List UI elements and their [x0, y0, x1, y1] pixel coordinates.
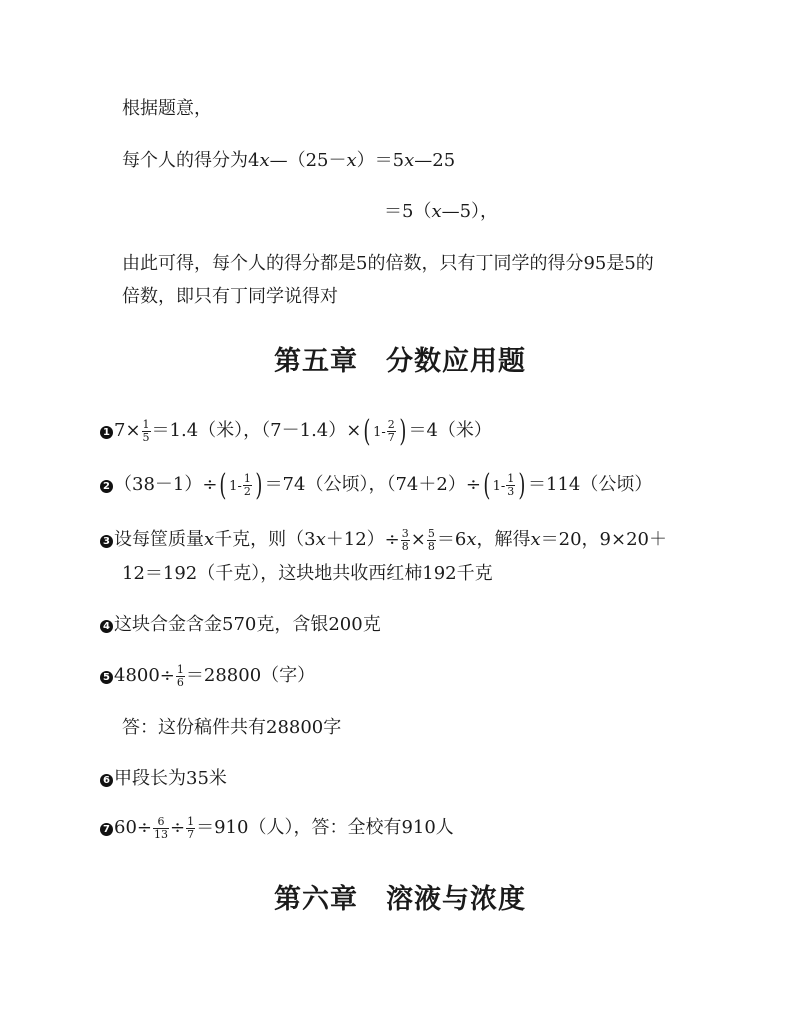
left-paren: ( — [483, 468, 491, 503]
equation-text: × — [410, 529, 426, 550]
item-number-badge: 2 — [100, 480, 113, 493]
equation-text: ＝5（ — [384, 201, 432, 222]
fraction — [387, 419, 396, 444]
answer-item-3 — [100, 527, 667, 553]
denominator: 7 — [187, 827, 195, 841]
chapter-title: 溶液与浓度 — [386, 884, 526, 915]
fraction — [153, 816, 169, 841]
equation-text: ＝6 — [436, 529, 467, 550]
denominator: 8 — [427, 539, 435, 553]
equation-text: 设每筐质量 — [114, 529, 204, 550]
paren-content: 1- — [229, 479, 242, 494]
variable-x: x — [315, 529, 326, 550]
denominator: 3 — [507, 484, 515, 498]
chapter-5-heading — [0, 344, 800, 380]
paren-content: 1- — [373, 425, 386, 440]
equation-text: （38－1）÷ — [114, 474, 218, 495]
item-number-badge: 5 — [100, 671, 113, 684]
numerator: 1 — [176, 662, 184, 676]
chapter-number: 第六章 — [274, 884, 358, 915]
denominator: 2 — [243, 484, 251, 498]
equation-text: ＝74（公顷），（74＋2）÷ — [264, 474, 481, 495]
equation-text: 60÷ — [114, 817, 152, 838]
equation-text: ÷ — [170, 817, 186, 838]
variable-x: x — [530, 529, 541, 550]
denominator: 13 — [154, 827, 168, 841]
equation-text: ＋12）÷ — [325, 529, 400, 550]
intro-line-2 — [122, 148, 455, 174]
intro-line-3 — [384, 199, 498, 225]
equation-text: ＝114（公顷） — [528, 474, 653, 495]
equation-text: —5）， — [441, 201, 499, 222]
equation-text: 每个人的得分为4 — [122, 150, 260, 171]
fraction — [401, 528, 410, 553]
intro-line-4 — [122, 251, 654, 277]
answer-item-4 — [100, 612, 381, 638]
intro-line-1 — [122, 96, 212, 122]
equation-text: ，解得 — [476, 529, 531, 550]
answer-item-7 — [100, 815, 454, 841]
equation-text: —（25－ — [269, 150, 347, 171]
equation-text: 7× — [114, 420, 141, 441]
equation-text: ＝1.4（米），（7－1.4）× — [151, 420, 362, 441]
variable-x: x — [259, 150, 270, 171]
answer-item-5 — [100, 663, 315, 689]
equation-text: ＝4（米） — [408, 420, 492, 441]
variable-x: x — [346, 150, 357, 171]
denominator: 5 — [142, 430, 150, 444]
numerator: 5 — [427, 526, 435, 540]
right-paren: ) — [399, 414, 407, 449]
paren-content: 1- — [492, 479, 506, 494]
left-paren: ( — [219, 468, 227, 503]
fraction — [142, 419, 151, 444]
equation-text: ＝28800（字） — [185, 665, 316, 686]
variable-x: x — [431, 201, 442, 222]
answer-item-3-line-2 — [122, 561, 493, 587]
fraction — [243, 473, 252, 498]
answer-text: 甲段长为35米 — [114, 768, 227, 789]
item-number-badge: 1 — [100, 426, 113, 439]
equation-text: —25 — [414, 150, 456, 171]
intro-line-5 — [122, 284, 338, 310]
variable-x: x — [466, 529, 477, 550]
intro-text: 倍数，即只有丁同学说得对 — [122, 286, 338, 307]
item-number-badge: 6 — [100, 774, 113, 787]
variable-x: x — [404, 150, 415, 171]
left-paren: ( — [363, 414, 371, 449]
item-number-badge: 7 — [100, 823, 113, 836]
numerator: 2 — [387, 417, 395, 431]
equation-text: ）＝5 — [356, 150, 405, 171]
equation-text: 12＝192（千克），这块地共收西红柿192千克 — [122, 563, 493, 584]
answer-item-6 — [100, 766, 227, 792]
fraction — [186, 816, 195, 841]
answer-text: 这块合金含金570克，含银200克 — [114, 614, 381, 635]
numerator: 3 — [401, 526, 409, 540]
equation-text: 千克，则（3 — [214, 529, 316, 550]
numerator: 1 — [243, 471, 251, 485]
numerator: 1 — [507, 471, 515, 485]
variable-x: x — [204, 529, 215, 550]
fraction — [506, 473, 515, 498]
intro-text: 根据题意， — [122, 98, 212, 119]
denominator: 8 — [401, 539, 409, 553]
chapter-title: 分数应用题 — [386, 346, 526, 377]
answer-item-5-answer — [122, 715, 341, 741]
answer-item-1 — [100, 414, 492, 449]
item-number-badge: 4 — [100, 620, 113, 633]
fraction — [427, 528, 436, 553]
chapter-6-heading — [0, 882, 800, 918]
chapter-number: 第五章 — [274, 346, 358, 377]
numerator: 1 — [187, 814, 195, 828]
equation-text: 4800÷ — [114, 665, 175, 686]
equation-text: ＝20，9×20＋ — [540, 529, 667, 550]
answer-item-2 — [100, 468, 653, 503]
denominator: 6 — [176, 675, 184, 689]
numerator: 6 — [153, 816, 169, 829]
equation-text: ＝910（人），答：全校有910人 — [196, 817, 454, 838]
numerator: 1 — [142, 417, 150, 431]
right-paren: ) — [518, 468, 526, 503]
item-number-badge: 3 — [100, 535, 113, 548]
fraction — [176, 664, 185, 689]
right-paren: ) — [255, 468, 263, 503]
intro-text: 由此可得，每个人的得分都是5的倍数，只有丁同学的得分95是5的 — [122, 253, 654, 274]
answer-text: 答：这份稿件共有28800字 — [122, 717, 342, 738]
denominator: 7 — [387, 430, 395, 444]
